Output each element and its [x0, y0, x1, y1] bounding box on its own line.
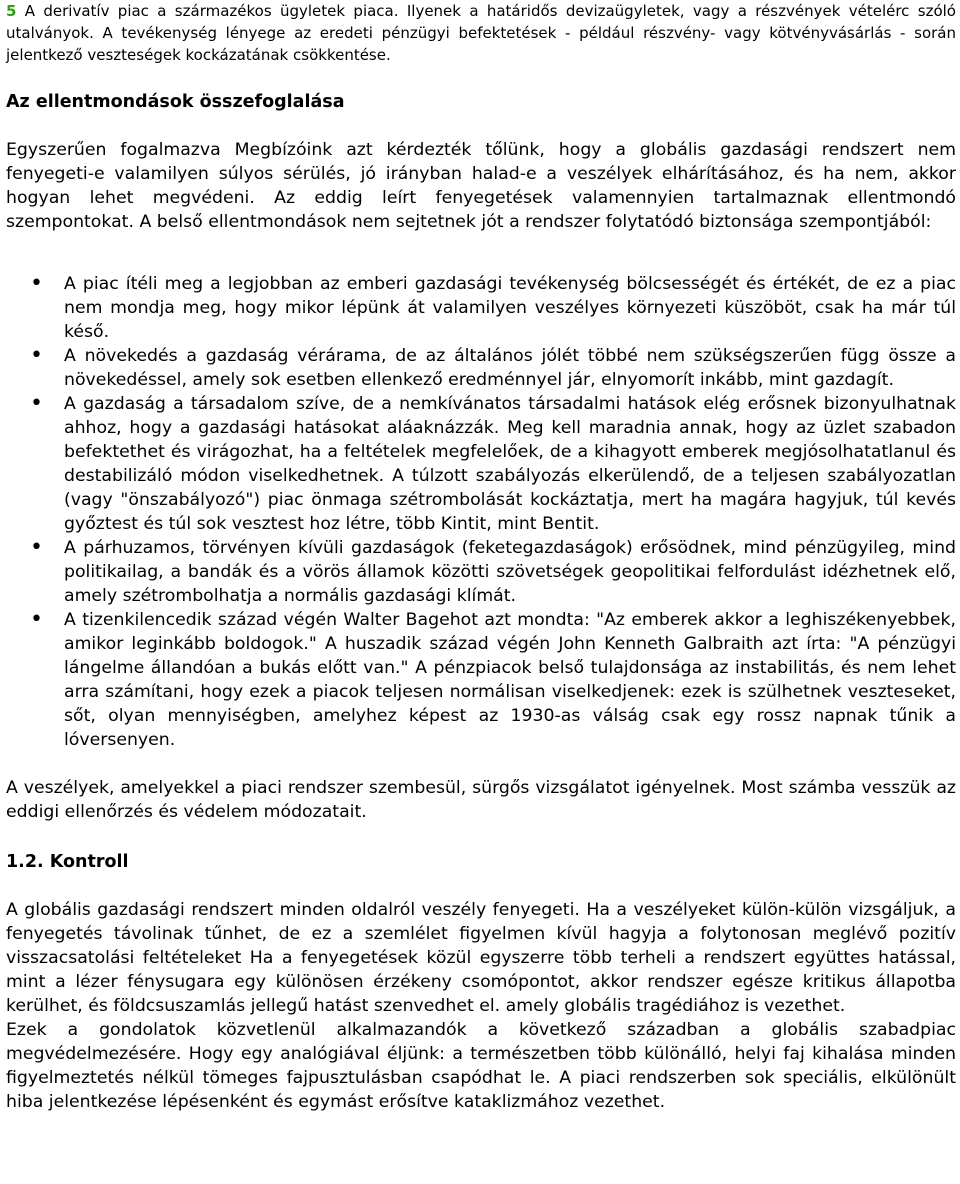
- section2-paragraph-2: Ezek a gondolatok közvetlenül alkalmazandók a következő században a globális szabadpiac megvédelmezésére. Hogy egy analógiával éljünk: a természetben több különálló, helyi faj kihalása minden figyelmeztetés nélkül tömeges fajpusztulásban csapódhat le. A piaci rendszerben sok speciális, elkülönült hiba jelentkezése lépésenként és egymást erősítve kataklizmához vezethet.: [6, 1020, 956, 1112]
- list-item: • A tizenkilencedik század végén Walter Bagehot azt mondta: "Az emberek akkor a leghiszékenyebbek, amikor leginkább boldogok." A huszadik század végén John Kenneth Galbraith azt írta: "A pénzügyi lángelme állandóan a bukás előtt van." A pénzpiacok belső tulajdonsága az instabilitás, és nem lehet arra számítani, hogy ezek a piacok teljesen normálisan viselkedjenek: ezek is szülhetnek veszteseket, sőt, olyan mennyiségben, amelyhez képest az 1930-as válság csak egy rossz napnak tűnik a lóversenyen.: [6, 608, 956, 752]
- section-heading-control: 1.2. Kontroll: [6, 852, 129, 872]
- page-number: 5: [6, 2, 17, 20]
- intro-text: A derivatív piac a származékos ügyletek piaca. Ilyenek a határidős devizaügyletek, vagy a részvények vételérc szóló utalványok. A tevékenység lényege az eredeti pénzügyi befektetések - például részvény- vagy kötvényvásárlás - során jelentkező veszteségek kockázatának csökkentése.: [6, 2, 956, 64]
- list-item: • A gazdaság a társadalom szíve, de a nemkívánatos társadalmi hatások elég erősnek bizonyulhatnak ahhoz, hogy a gazdasági hatásokat aláaknázzák. Meg kell maradnia annak, hogy az üzlet szabadon befektethet és virágozhat, ha a feltételek megfelelőek, de a kihagyott emberek megjósolhatatlanul és destabilizáló módon viselkedhetnek. A túlzott szabályozás elkerülendő, de a teljesen szabályozatlan (vagy "önszabályozó") piac önmaga szétrombolását kockáztatja, mert ha magára hagyjuk, túl kevés győztest és túl sok vesztest hoz létre, több Kintit, mint Bentit.: [6, 392, 956, 536]
- list-item: • A piac ítéli meg a legjobban az emberi gazdasági tevékenység bölcsességét és értékét, de ez a piac nem mondja meg, hogy mikor lépünk át valamilyen veszélyes környezeti küszöböt, csak ha már túl késő.: [6, 272, 956, 344]
- list-item: • A párhuzamos, törvényen kívüli gazdaságok (feketegazdaságok) erősödnek, mind pénzügyileg, mind politikailag, a bandák és a vörös államok közötti szövetségek geopolitikai felfordulást idézhetnek elő, amely szétrombolhatja a normális gazdasági klímát.: [6, 536, 956, 608]
- section1-paragraph: Egyszerűen fogalmazva Megbízóink azt kérdezték tőlünk, hogy a globális gazdasági rendszert nem fenyegeti-e valamilyen súlyos sérülés, jó irányban halad-e a veszélyek elhárításához, és ha nem, akkor hogyan lehet megvédeni. Az eddig leírt fenyegetések valamennyien tartalmaznak ellentmondó szempontokat. A belső ellentmondások nem sejtetnek jót a rendszer folytatódó biztonsága szempontjából:: [6, 140, 956, 232]
- document-page: [6, 0, 956, 1114]
- intro-paragraph: [6, 0, 956, 66]
- list-item: • A növekedés a gazdaság vérárama, de az általános jólét többé nem szükségszerűen függ össze a növekedéssel, amely sok esetben ellenkező eredménnyel jár, elnyomorít inkább, mint gazdagít.: [6, 344, 956, 392]
- section1-closing-paragraph: A veszélyek, amelyekkel a piaci rendszer szembesül, sürgős vizsgálatot igényelnek. Most számba vesszük az eddigi ellenőrzés és védelem módozatait.: [6, 778, 956, 822]
- section-heading-contradictions: Az ellentmondások összefoglalása: [6, 92, 345, 112]
- contradictions-list: [6, 272, 956, 752]
- section2-paragraph-1: A globális gazdasági rendszert minden oldalról veszély fenyegeti. Ha a veszélyeket külön-külön vizsgáljuk, a fenyegetés távolinak tűnhet, de ez a szemlélet figyelmen kívül hagyja a folytonosan meglévő pozitív visszacsatolási feltételeket Ha a fenyegetések közül egyszerre több terheli a rendszert együttes hatással, mint a lézer fénysugara egy különösen érzékeny csomópontot, akkor rendszer egésze kritikus állapotba kerülhet, és földcsuszamlás jellegű hatást szenvedhet el. amely globális tragédiához is vezethet.: [6, 900, 956, 1016]
